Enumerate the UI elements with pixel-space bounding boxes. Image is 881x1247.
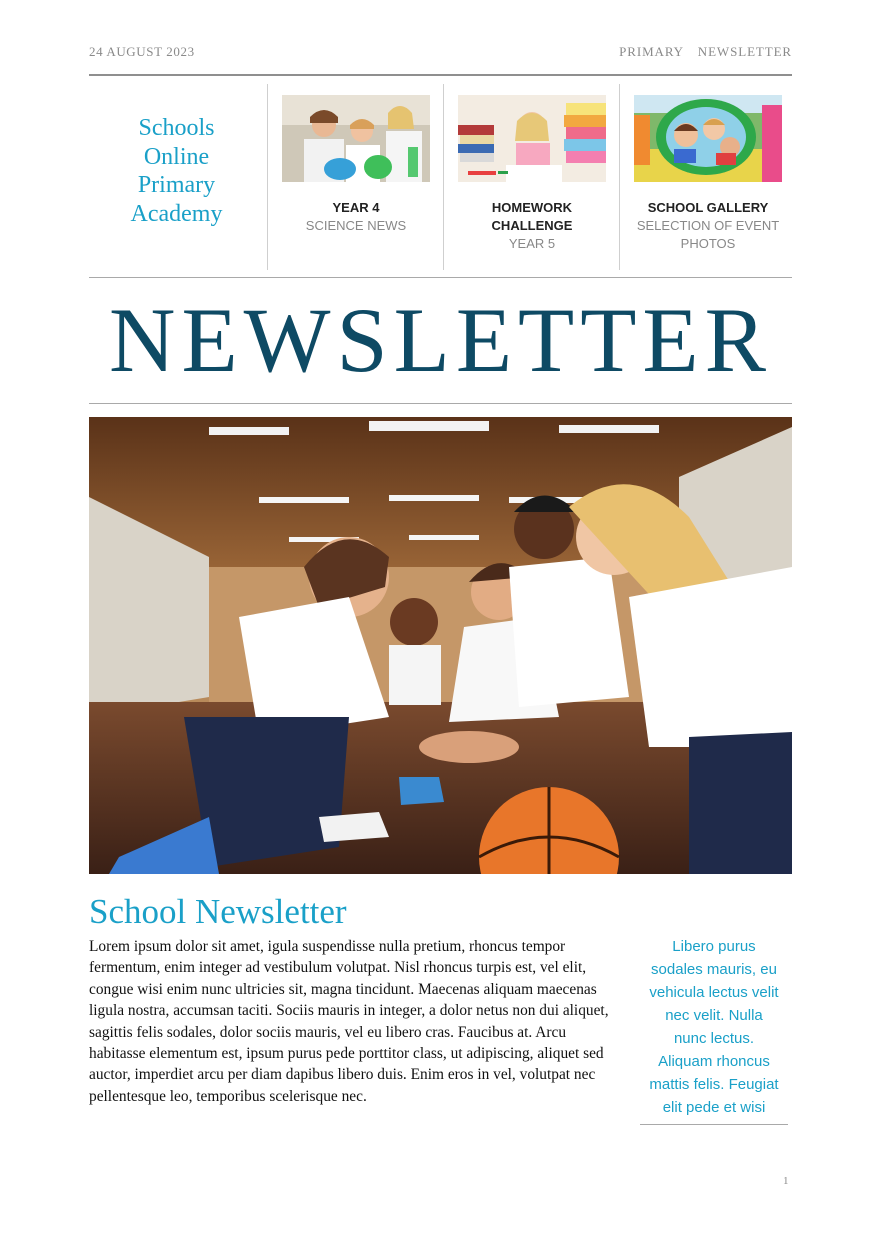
pull-quote-line: nunc lectus. — [673, 1030, 755, 1047]
article-title: School Newsletter — [89, 892, 347, 931]
pull-quote-line: mattis felis. Feugiat — [649, 1076, 779, 1093]
pull-quote-line: Libero purus — [672, 938, 756, 955]
pull-quote-rule — [640, 1124, 788, 1125]
article-body: Lorem ipsum dolor sit amet, igula suspendisse nulla pretium, rhoncus tempor fermentum, enim integer ad vestibulum volutpat. Nisl rhoncus turpis est, vel elit, congue wisi enim nunc ultricies sit, magna tincidunt. Maecenas aliquam maecenas ligula nostra, accumsan taciti. Sociis mauris in integer, a dolor netus non dui aliquet, sagittis felis sodales, dolor sociis mauris, vel eu libero cras. Faucibus at. Arcu habitasse elementum est, ipsum purus pede porttitor class, ut adipiscing, aliquet sed auctor, imperdiet arcu per diam dapibus libero duis. Enim eros in vel, volutpat nec pellentesque leo, temporibus scelerisque nec. — [89, 938, 609, 1105]
pull-quote-line: Aliquam rhoncus — [658, 1053, 770, 1070]
students-team-huddle-photo — [89, 417, 792, 874]
masthead-bottom-rule — [89, 277, 792, 278]
feature-title: SCHOOL GALLERY — [647, 200, 769, 215]
feature-school-gallery[interactable] — [620, 95, 796, 253]
feature-title-line: CHALLENGE — [491, 218, 573, 233]
feature-subtitle-line: PHOTOS — [680, 236, 736, 251]
feature-homework-challenge[interactable] — [444, 95, 620, 253]
feature-science-news[interactable] — [268, 95, 444, 235]
feature-subtitle-line: SELECTION OF EVENT — [636, 218, 780, 233]
school-name-line: Academy — [130, 200, 223, 227]
school-name — [89, 114, 264, 228]
banner-bottom-rule — [89, 403, 792, 404]
feature-title — [444, 199, 620, 235]
playground-photo — [634, 95, 782, 182]
school-name-line: Primary — [137, 172, 216, 198]
masthead — [89, 84, 792, 270]
school-name-line: Online — [143, 143, 210, 170]
pull-quote-line: elit pede et wisi — [662, 1099, 766, 1116]
feature-title-line: HOMEWORK — [491, 200, 573, 215]
page-header — [89, 44, 792, 60]
pull-quote-line: nec velit. Nulla — [665, 1007, 763, 1024]
pull-quote-line: sodales mauris, eu — [651, 961, 777, 978]
newsletter-series-label: PRIMARY NEWSLETTER — [619, 44, 792, 59]
newsletter-banner-title: NEWSLETTER — [109, 289, 772, 391]
header-rule — [89, 74, 792, 76]
school-name-line: Schools — [138, 115, 215, 141]
feature-title: YEAR 4 — [332, 200, 380, 215]
pull-quote-line: vehicula lectus velit — [649, 984, 779, 1001]
science-class-photo — [282, 95, 430, 182]
feature-subtitle: SCIENCE NEWS — [305, 218, 407, 233]
homework-photo — [458, 95, 606, 182]
pull-quote — [638, 935, 790, 1119]
issue-date: 24 AUGUST 2023 — [89, 44, 195, 59]
page-number: 1 — [783, 1175, 789, 1187]
feature-subtitle — [620, 217, 796, 253]
feature-subtitle: YEAR 5 — [508, 236, 556, 251]
